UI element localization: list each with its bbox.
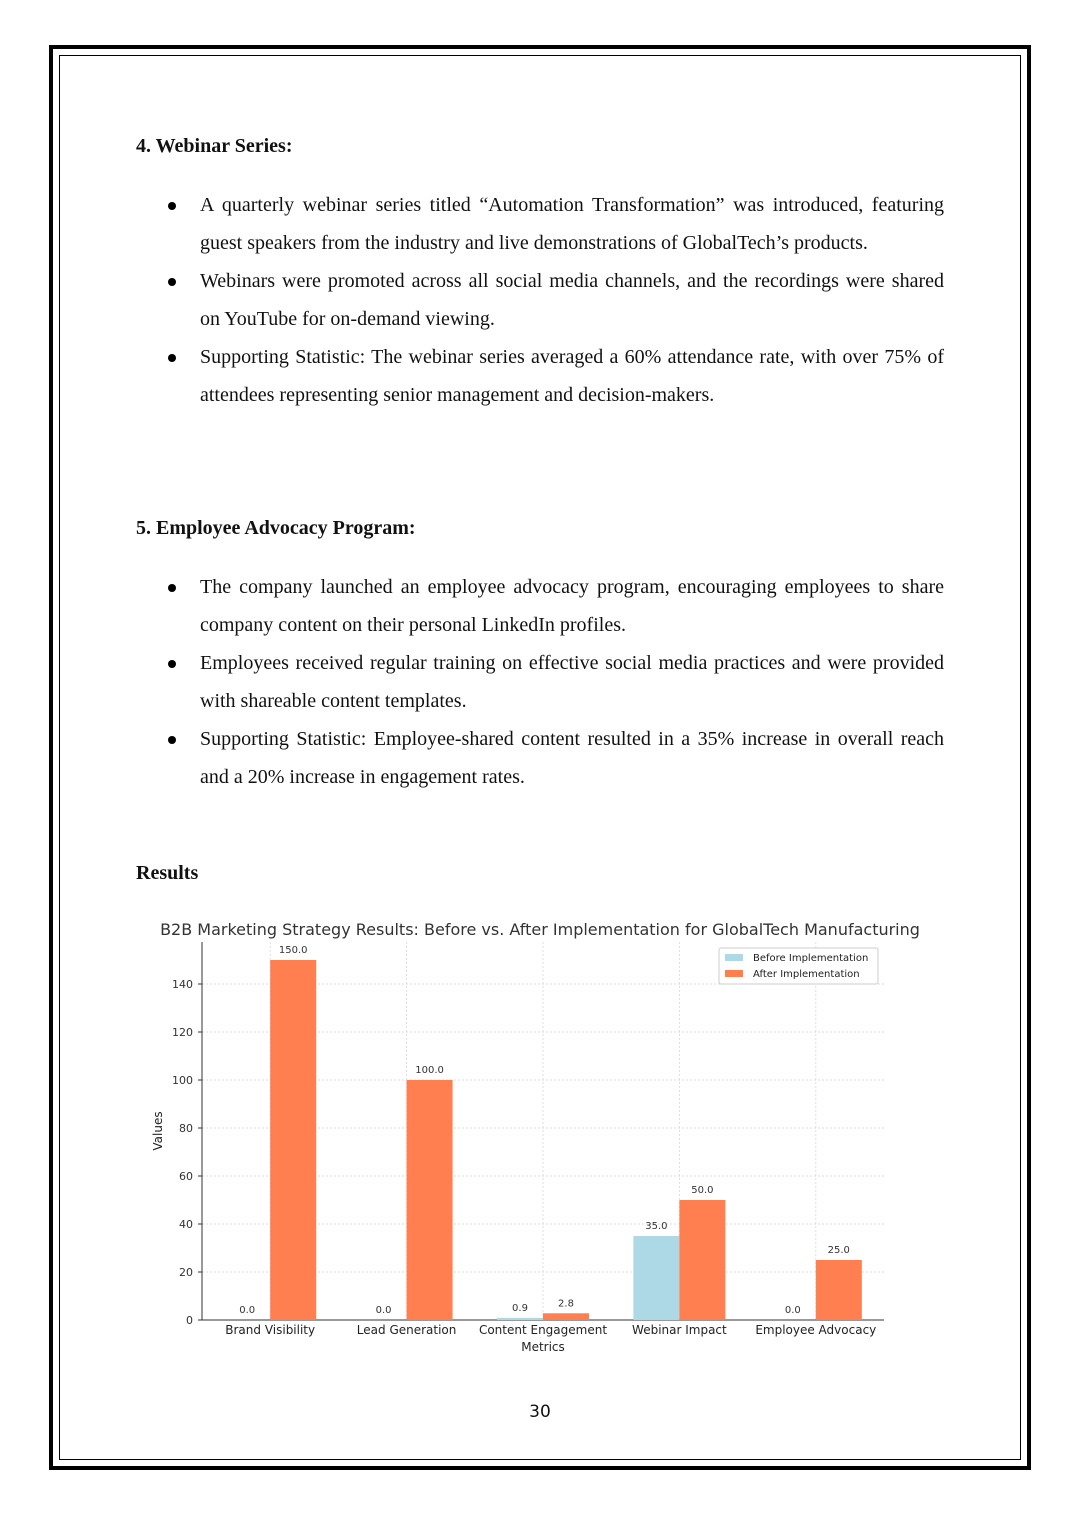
data-label: 0.0 bbox=[375, 1305, 392, 1316]
data-label: 25.0 bbox=[827, 1245, 850, 1256]
webinar-bullet-3: Supporting Statistic: The webinar series averaged a 60% attendance rate, with over 75% of attendees representing senior management and decision-makers. bbox=[136, 338, 944, 414]
x-tick-label: Lead Generation bbox=[356, 1323, 457, 1337]
bar-after-3 bbox=[679, 1200, 725, 1320]
data-label: 0.0 bbox=[784, 1305, 801, 1316]
x-axis-label: Metrics bbox=[521, 1340, 565, 1354]
legend-label: After Implementation bbox=[753, 969, 860, 980]
y-tick-label: 120 bbox=[172, 1026, 193, 1039]
bar-before-2 bbox=[497, 1318, 543, 1320]
advocacy-bullet-3: Supporting Statistic: Employee-shared content resulted in a 35% increase in overall reach and a 20% increase in engagement rates. bbox=[136, 720, 944, 796]
webinar-bullet-2: Webinars were promoted across all social media channels, and the recordings were shared on YouTube for on-demand viewing. bbox=[136, 262, 944, 338]
data-label: 150.0 bbox=[278, 945, 308, 956]
y-tick-label: 0 bbox=[186, 1314, 193, 1327]
advocacy-bullet-1: The company launched an employee advocacy program, encouraging employees to share company content on their personal LinkedIn profiles. bbox=[136, 568, 944, 644]
legend-label: Before Implementation bbox=[753, 953, 869, 964]
data-label: 100.0 bbox=[415, 1065, 444, 1076]
webinar-bullet-1: A quarterly webinar series titled “Automation Transformation” was introduced, featuring guest speakers from the industry and live demonstrations of GlobalTech’s products. bbox=[136, 186, 944, 262]
advocacy-bullet-2: Employees received regular training on effective social media practices and were provided with shareable content templates. bbox=[136, 644, 944, 720]
bar-before-3 bbox=[633, 1236, 679, 1320]
page-number: 30 bbox=[529, 1402, 551, 1422]
data-label: 0.0 bbox=[239, 1305, 256, 1316]
data-label: 35.0 bbox=[645, 1221, 668, 1232]
data-label: 50.0 bbox=[691, 1185, 714, 1196]
x-tick-label: Webinar Impact bbox=[632, 1323, 727, 1337]
y-tick-label: 80 bbox=[179, 1122, 193, 1135]
bar-after-0 bbox=[270, 960, 316, 1320]
section-heading-employee-advocacy: 5. Employee Advocacy Program: bbox=[136, 517, 416, 539]
data-label: 0.9 bbox=[512, 1302, 528, 1314]
legend-swatch bbox=[725, 954, 743, 961]
section-heading-webinar-series: 4. Webinar Series: bbox=[136, 135, 293, 157]
bar-after-1 bbox=[407, 1080, 453, 1320]
y-tick-label: 100 bbox=[172, 1074, 193, 1087]
y-tick-label: 60 bbox=[179, 1170, 193, 1183]
data-label: 2.8 bbox=[558, 1298, 574, 1310]
y-tick-label: 20 bbox=[179, 1266, 193, 1279]
x-tick-label: Content Engagement bbox=[478, 1323, 608, 1337]
chart-title: B2B Marketing Strategy Results: Before vs. After Implementation for GlobalTech Manufacturing bbox=[160, 920, 920, 939]
x-tick-label: Brand Visibility bbox=[225, 1323, 316, 1337]
x-tick-label: Employee Advocacy bbox=[755, 1323, 877, 1337]
results-heading: Results bbox=[136, 862, 199, 884]
y-axis-label: Values bbox=[151, 1111, 165, 1151]
legend-swatch bbox=[725, 970, 743, 977]
y-tick-label: 140 bbox=[172, 978, 193, 991]
y-tick-label: 40 bbox=[179, 1218, 193, 1231]
bar-after-4 bbox=[816, 1260, 862, 1320]
bar-after-2 bbox=[543, 1313, 589, 1320]
